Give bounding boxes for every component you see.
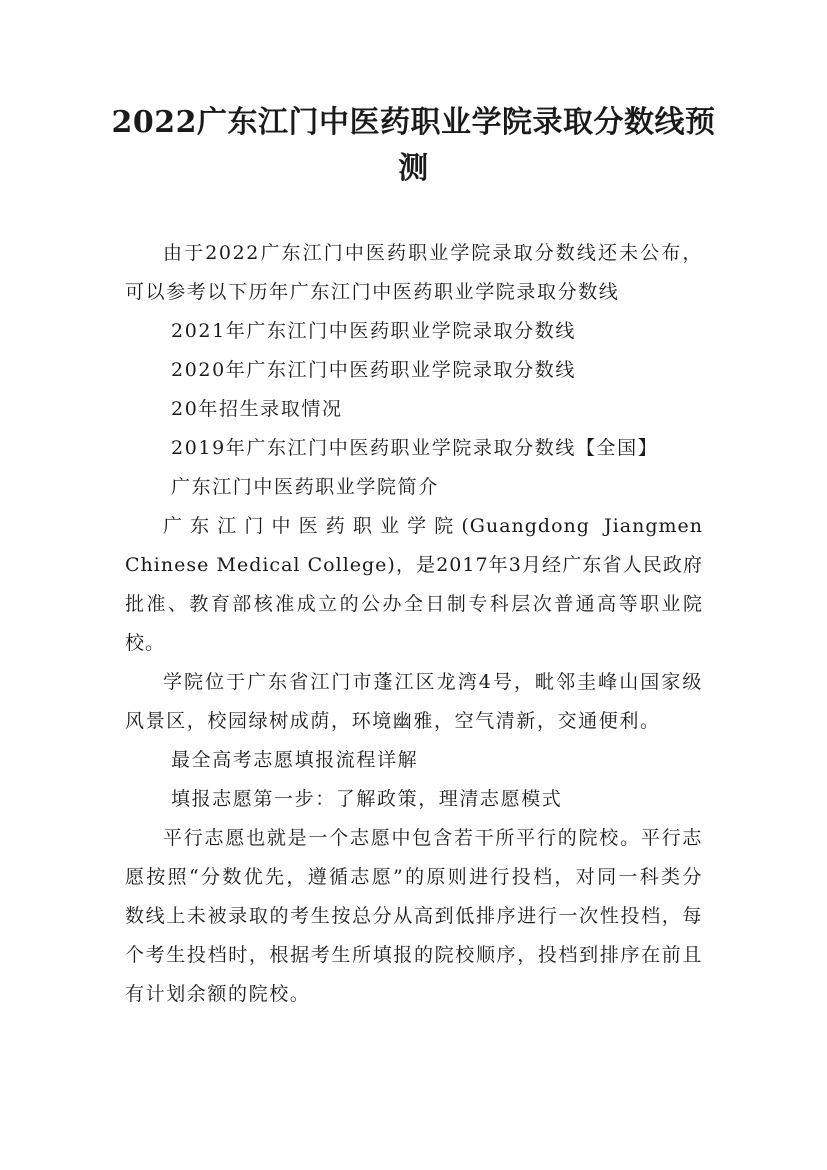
section-heading: 最全高考志愿填报流程详解 (171, 749, 419, 771)
page-title: 2022广东江门中医药职业学院录取分数线预测 (111, 105, 716, 186)
document-body (125, 234, 703, 1014)
paragraph-parallel-volunteer: 平行志愿也就是一个志愿中包含若干所平行的院校。平行志愿按照“分数优先，遵循志愿”的原则进行投档，对同一科类分数线上未被录取的考生按总分从高到低排序进行一次性投档，每个考生投档时，根据考生所填报的院校顺序，投档到排序在前且有计划余额的院校。 (125, 827, 703, 1005)
paragraph-location: 学院位于广东省江门市蓬江区龙湾4号，毗邻圭峰山国家级风景区，校园绿树成荫，环境幽雅，空气清新，交通便利。 (125, 671, 703, 732)
list-item: 2020年广东江门中医药职业学院录取分数线 (171, 359, 576, 381)
list-item: 20年招生录取情况 (171, 398, 343, 420)
section-heading: 填报志愿第一步：了解政策，理清志愿模式 (171, 788, 563, 810)
list-item: 2019年广东江门中医药职业学院录取分数线【全国】 (171, 437, 659, 459)
paragraph-intro: 由于2022广东江门中医药职业学院录取分数线还未公布，可以参考以下历年广东江门中医药职业学院录取分数线 (125, 242, 703, 303)
section-heading: 广东江门中医药职业学院简介 (171, 476, 439, 498)
paragraph-college-intro: 广东江门中医药职业学院(Guangdong Jiangmen Chinese Medical College)，是2017年3月经广东省人民政府批准、教育部核准成立的公办全日制专科层次普通高等职业院校。 (125, 515, 703, 654)
list-item: 2021年广东江门中医药职业学院录取分数线 (171, 320, 576, 342)
